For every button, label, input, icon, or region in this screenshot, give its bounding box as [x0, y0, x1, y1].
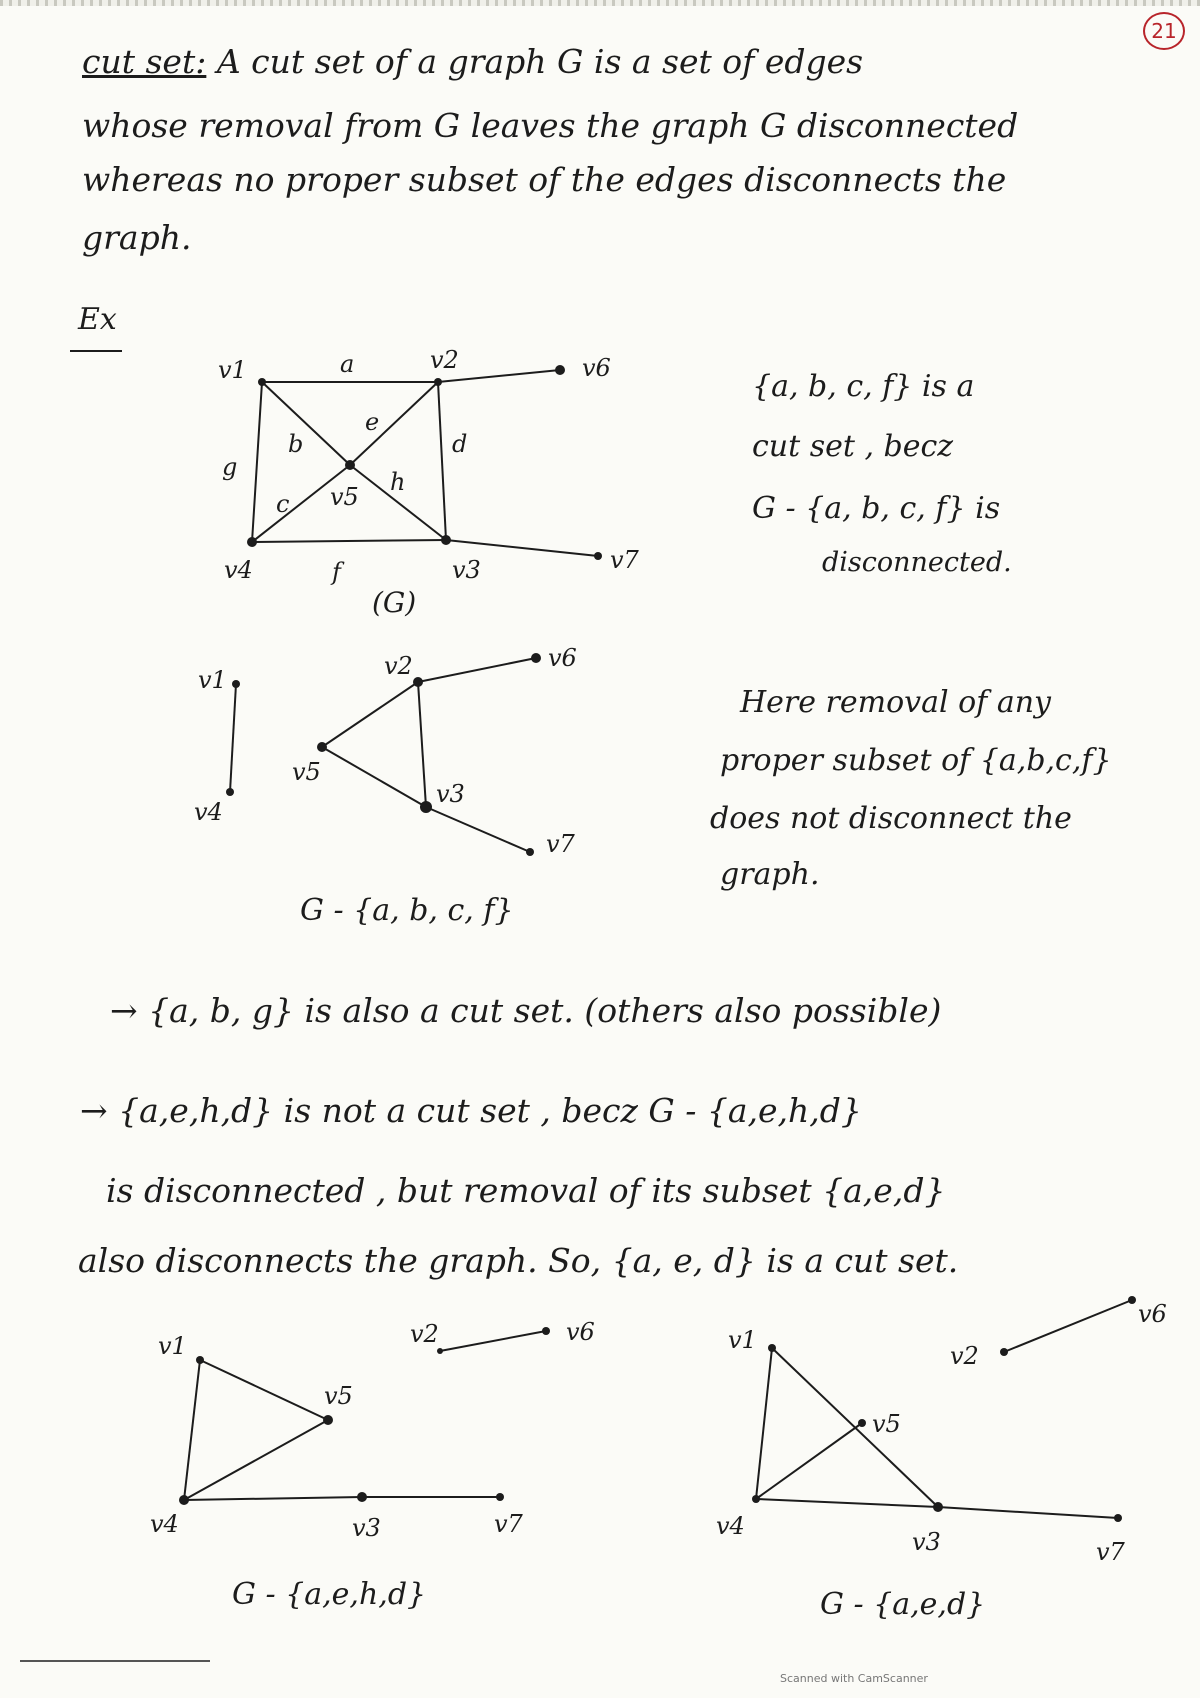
- vertex-v7: [526, 848, 534, 856]
- vertex-v3: [441, 535, 451, 545]
- label-v6: v6: [582, 354, 611, 382]
- edge-v2-v6: [418, 658, 536, 682]
- edge-v2-v5: [322, 682, 418, 747]
- label-g: g: [222, 453, 238, 481]
- vertex-v2: [434, 378, 442, 386]
- edge-e: [350, 382, 438, 465]
- vertex-v6: [1128, 1296, 1136, 1304]
- label-v6: v6: [566, 1318, 595, 1346]
- label-v7: v7: [494, 1510, 523, 1538]
- label-v1: v1: [158, 1332, 187, 1360]
- point-abg-cutset: → {a, b, g} is also a cut set. (others also possible): [110, 991, 942, 1030]
- graph-g-minus-aehd: [0, 1300, 620, 1640]
- edge-v1-v4: [756, 1348, 772, 1499]
- vertex-v2: [437, 1348, 443, 1354]
- label-v1: v1: [198, 666, 227, 694]
- label-v2: v2: [384, 652, 413, 680]
- definition-line-1-text: A cut set of a graph G is a set of edges: [206, 42, 864, 81]
- note-cutset-line-3: G - {a, b, c, f} is: [752, 491, 1001, 526]
- label-v1: v1: [218, 356, 247, 384]
- label-v4: v4: [150, 1510, 179, 1538]
- caption-g-minus-abcf: G - {a, b, c, f}: [300, 893, 514, 928]
- label-e: e: [365, 408, 380, 436]
- label-v6: v6: [1138, 1300, 1167, 1328]
- graph-g-minus-aed-vertices: [752, 1296, 1136, 1522]
- graph-g-minus-abcf: [0, 640, 700, 940]
- label-d: d: [452, 430, 468, 458]
- graph-g-minus-aed-labels: [716, 1300, 1167, 1622]
- graph-g-minus-aehd-edges: [184, 1331, 546, 1500]
- edge-b: [262, 382, 350, 465]
- label-v2: v2: [950, 1342, 979, 1370]
- edge-v4-v3: [756, 1499, 938, 1507]
- bottom-rule: [20, 1660, 210, 1662]
- graph-g-minus-abcf-vertices: [226, 653, 541, 856]
- example-label: Ex: [78, 302, 117, 337]
- vertex-v5: [323, 1415, 333, 1425]
- edge-v2-v6: [1004, 1300, 1132, 1352]
- point-aehd-line-3: also disconnects the graph. So, {a, e, d} is a cut set.: [78, 1241, 959, 1280]
- vertex-v1: [768, 1344, 776, 1352]
- label-h: h: [390, 468, 406, 496]
- edge-f: [252, 540, 446, 542]
- edge-v3-v7: [426, 807, 530, 852]
- vertex-v2: [413, 677, 423, 687]
- label-v6: v6: [548, 644, 577, 672]
- label-v7: v7: [546, 830, 575, 858]
- edge-v1-v4: [230, 684, 236, 792]
- label-v5: v5: [872, 1410, 901, 1438]
- note-proper-subset-line-1: Here removal of any: [740, 685, 1051, 720]
- edge-d: [438, 382, 446, 540]
- edge-v4-v5: [184, 1420, 328, 1500]
- vertex-v1: [196, 1356, 204, 1364]
- label-a: a: [340, 350, 355, 378]
- label-v3: v3: [912, 1528, 941, 1556]
- vertex-v1: [232, 680, 240, 688]
- note-cutset-line-2: cut set , becz: [752, 429, 954, 464]
- vertex-v7: [594, 552, 602, 560]
- definition-line-3: whereas no proper subset of the edges disconnects the: [82, 160, 1007, 199]
- label-v4: v4: [194, 798, 223, 826]
- vertex-v3: [933, 1502, 943, 1512]
- label-v2: v2: [430, 346, 459, 374]
- vertex-v6: [531, 653, 541, 663]
- graph-g-edges: [252, 370, 598, 556]
- graph-g-minus-abcf-edges: [230, 658, 536, 852]
- graph-caption: (G): [372, 586, 417, 619]
- edge-g: [252, 382, 262, 542]
- label-v4: v4: [224, 556, 253, 584]
- label-v5: v5: [292, 758, 321, 786]
- label-v7: v7: [1096, 1538, 1125, 1566]
- note-proper-subset-line-2: proper subset of {a,b,c,f}: [720, 743, 1112, 778]
- label-v3: v3: [436, 780, 465, 808]
- vertex-v6: [542, 1327, 550, 1335]
- edge-v4-v3: [184, 1497, 362, 1500]
- edge-v5-v3: [322, 747, 426, 807]
- vertex-v6: [555, 365, 565, 375]
- caption-g-minus-aed: G - {a,e,d}: [820, 1587, 986, 1622]
- label-v3: v3: [352, 1514, 381, 1542]
- point-aehd-line-2: is disconnected , but removal of its subset {a,e,d}: [106, 1171, 946, 1210]
- label-f: f: [332, 558, 341, 586]
- vertex-v3: [357, 1492, 367, 1502]
- graph-g-minus-abcf-labels: [194, 644, 577, 928]
- definition-line-4: graph.: [82, 218, 192, 257]
- graph-g-minus-aehd-vertices: [179, 1327, 550, 1505]
- vertex-v4: [226, 788, 234, 796]
- vertex-v4: [752, 1495, 760, 1503]
- label-v4: v4: [716, 1512, 745, 1540]
- label-v3: v3: [452, 556, 481, 584]
- edge-v2-v6: [440, 1331, 546, 1351]
- edge-v3-v7: [446, 540, 598, 556]
- page-number: 21: [1143, 12, 1185, 50]
- vertex-v4: [247, 537, 257, 547]
- edge-v3-v7: [938, 1507, 1118, 1518]
- vertex-v2: [1000, 1348, 1008, 1356]
- graph-g-minus-aed-edges: [756, 1300, 1132, 1518]
- vertex-v3: [420, 801, 432, 813]
- label-v1: v1: [728, 1326, 757, 1354]
- vertex-v5: [317, 742, 327, 752]
- label-b: b: [288, 430, 304, 458]
- edge-v1-v4: [184, 1360, 200, 1500]
- edge-v1-v5: [200, 1360, 328, 1420]
- note-cutset-line-1: {a, b, c, f} is a: [752, 369, 975, 404]
- note-proper-subset-line-4: graph.: [720, 857, 820, 892]
- caption-g-minus-aehd: G - {a,e,h,d}: [232, 1577, 427, 1612]
- label-v2: v2: [410, 1320, 439, 1348]
- label-v5: v5: [324, 1382, 353, 1410]
- note-cutset-line-4: disconnected.: [822, 547, 1012, 578]
- graph-g: [0, 0, 1200, 640]
- vertex-v7: [496, 1493, 504, 1501]
- label-v7: v7: [610, 546, 639, 574]
- graph-g-minus-aed: [600, 1290, 1200, 1650]
- label-c: c: [276, 490, 290, 518]
- vertex-v7: [1114, 1514, 1122, 1522]
- definition-line-2: whose removal from G leaves the graph G disconnected: [82, 106, 1019, 145]
- vertex-v5: [858, 1419, 866, 1427]
- graph-g-labels: [218, 346, 640, 619]
- edge-v2-v3: [418, 682, 426, 807]
- point-aehd-line-1: → {a,e,h,d} is not a cut set , becz G - {a,e,h,d}: [80, 1091, 862, 1130]
- term-cut-set: cut set:: [82, 42, 207, 81]
- vertex-v4: [179, 1495, 189, 1505]
- vertex-v1: [258, 378, 266, 386]
- label-v5: v5: [330, 483, 359, 511]
- scanner-watermark: Scanned with CamScanner: [780, 1672, 928, 1685]
- edge-v4-v5: [756, 1423, 862, 1499]
- note-proper-subset-line-3: does not disconnect the: [710, 801, 1072, 836]
- vertex-v5: [345, 460, 355, 470]
- graph-g-minus-aehd-labels: [150, 1318, 595, 1612]
